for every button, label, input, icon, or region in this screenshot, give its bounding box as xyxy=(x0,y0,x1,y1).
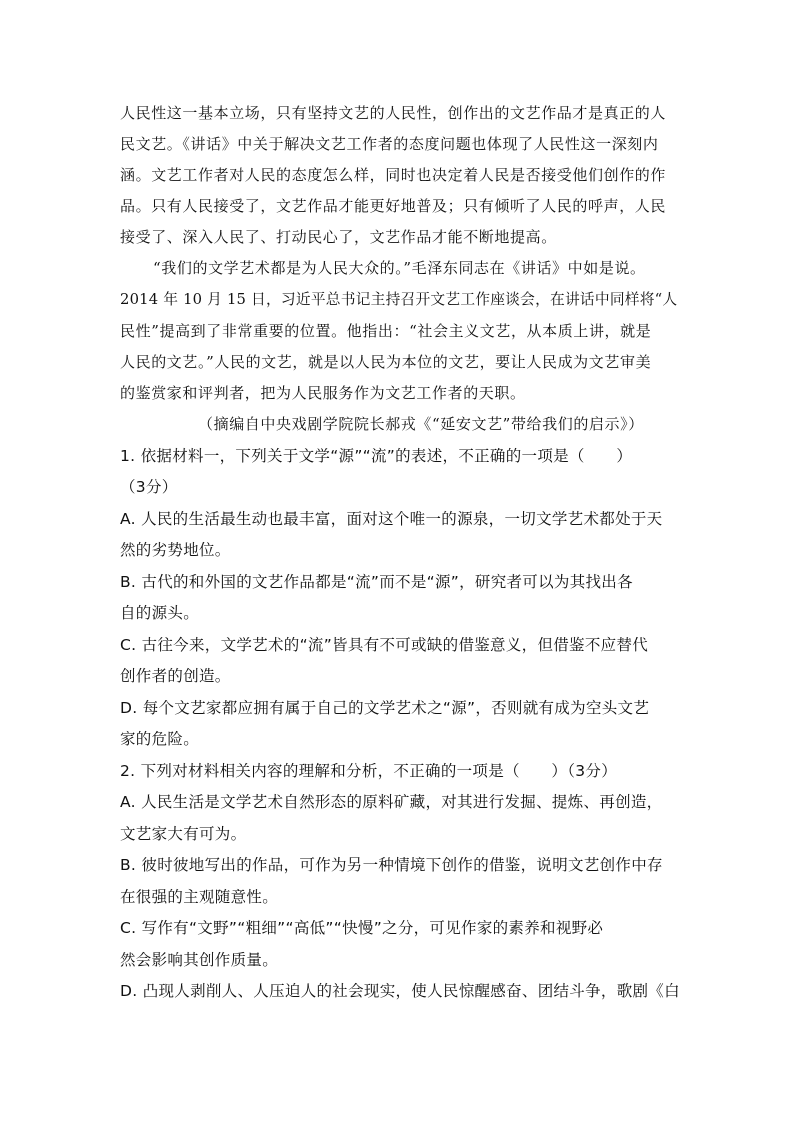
question-1-option-a: A. 人民的生活最生动也最丰富，面对这个唯一的源泉，一切文学艺术都处于天 xyxy=(120,510,663,528)
question-2-option-b: B. 彼时彼地写出的作品，可作为另一种情境下创作的借鉴，说明文艺创作中存 xyxy=(120,856,663,874)
question-1-option-c: C. 古往今来，文学艺术的“流”皆具有不可或缺的借鉴意义，但借鉴不应替代 xyxy=(120,636,649,654)
passage-line: 品。只有人民接受了，文艺作品才能更好地普及；只有倾听了人民的呼声，人民 xyxy=(120,197,667,215)
passage-line: 2014 年 10 月 15 日，习近平总书记主持召开文艺工作座谈会，在讲话中同样将“人 xyxy=(120,291,678,308)
question-1-stem: 1. 依据材料一，下列关于文学“源”“流”的表述，不正确的一项是（ ） xyxy=(120,447,633,465)
question-2-option-c: C. 写作有“文野”“粗细”“高低”“快慢”之分，可见作家的素养和视野必 xyxy=(120,919,604,937)
passage-line: 人民性这一基本立场，只有坚持文艺的人民性，创作出的文艺作品才是真正的人 xyxy=(120,104,667,122)
passage-source: （摘编自中央戏剧学院院长郝戎《“延安文艺”带给我们的启示》） xyxy=(198,415,644,433)
passage-line: 的鉴赏家和评判者，把为人民服务作为文艺工作者的天职。 xyxy=(120,384,526,402)
question-1-points: （3分） xyxy=(120,478,178,496)
passage-line: 接受了、深入人民了、打动民心了，文艺作品才能不断地提高。 xyxy=(120,228,557,246)
question-2-option-a: A. 人民生活是文学艺术自然形态的原料矿藏，对其进行发掘、提炼、再创造， xyxy=(120,793,663,811)
passage-line: 人民的文艺。”人民的文艺，就是以人民为本位的文艺，要让人民成为文艺审美 xyxy=(120,353,652,371)
passage-line: 民性”提高到了非常重要的位置。他指出：“社会主义文艺，从本质上讲，就是 xyxy=(120,322,652,340)
question-2-option-a-cont: 文艺家大有可为。 xyxy=(120,825,247,843)
question-1-option-a-cont: 然的劣势地位。 xyxy=(120,541,231,559)
passage-paragraph-start: “我们的文学艺术都是为人民大众的。”毛泽东同志在《讲话》中如是说。 xyxy=(153,259,646,277)
question-2-option-b-cont: 在很强的主观随意性。 xyxy=(120,888,279,906)
passage-line: 涵。文艺工作者对人民的态度怎么样，同时也决定着人民是否接受他们创作的作 xyxy=(120,166,667,184)
passage-line: 民文艺。《讲话》中关于解决文艺工作者的态度问题也体现了人民性这一深刻内 xyxy=(120,135,659,153)
question-2-stem: 2. 下列对材料相关内容的理解和分析，不正确的一项是（ ）（3分） xyxy=(120,762,618,780)
question-1-option-b-cont: 自的源头。 xyxy=(120,604,200,622)
question-1-option-b: B. 古代的和外国的文艺作品都是“流”而不是“源”，研究者可以为其找出各 xyxy=(120,573,633,591)
question-1-option-c-cont: 创作者的创造。 xyxy=(120,667,231,685)
question-1-option-d: D. 每个文艺家都应拥有属于自己的文学艺术之“源”，否则就有成为空头文艺 xyxy=(120,699,650,717)
question-1-option-d-cont: 家的危险。 xyxy=(120,730,200,748)
question-2-option-c-cont: 然会影响其创作质量。 xyxy=(120,951,279,969)
question-2-option-d: D. 凸现人剥削人、人压迫人的社会现实，使人民惊醒感奋、团结斗争，歌剧《白 xyxy=(120,982,680,1000)
